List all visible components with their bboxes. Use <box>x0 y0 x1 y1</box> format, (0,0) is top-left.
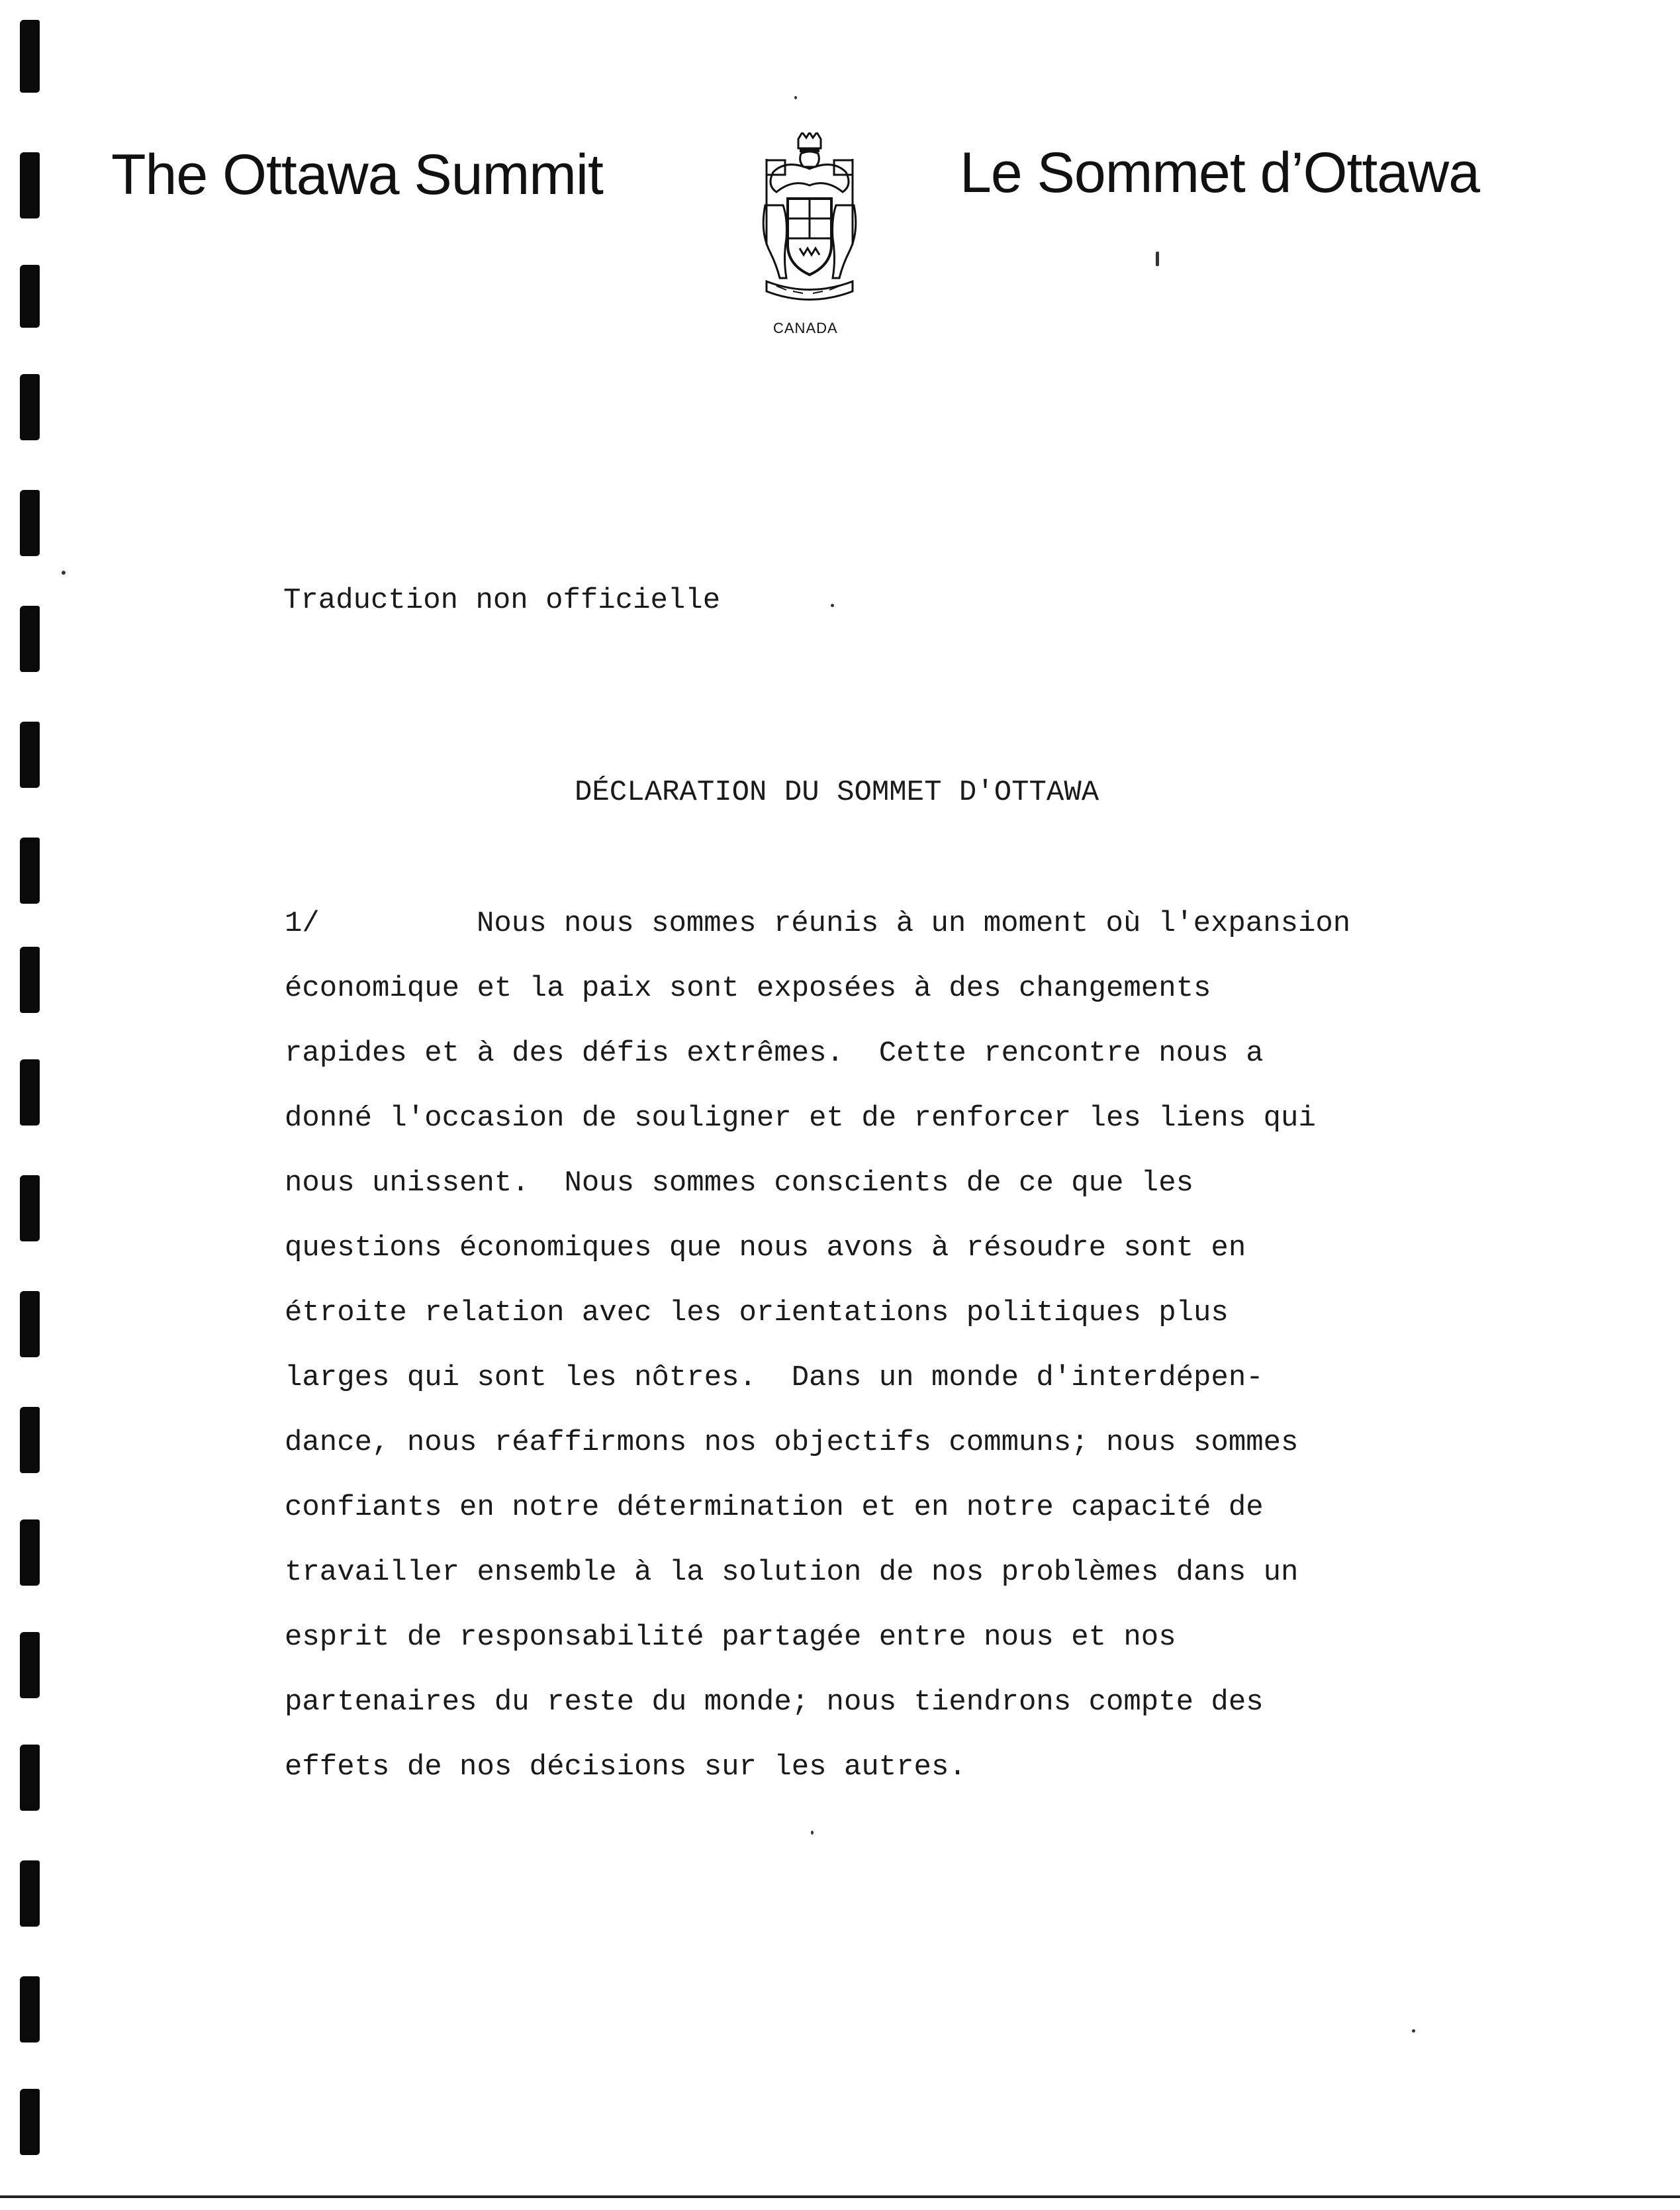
binding-mark <box>20 838 40 904</box>
country-label: CANADA <box>773 320 838 336</box>
paragraph-line: économique et la paix sont exposées à des changements <box>285 972 1211 1005</box>
paragraph-line: donné l'occasion de souligner et de renforcer les liens qui <box>285 1102 1316 1135</box>
binding-mark <box>20 490 40 556</box>
scan-speck <box>794 96 797 99</box>
paragraph-line: nous unissent. Nous sommes conscients de ce que les <box>285 1167 1194 1200</box>
paragraph-line: étroite relation avec les orientations politiques plus <box>285 1296 1229 1329</box>
paragraph-number: 1/ <box>285 907 320 940</box>
binding-mark <box>20 374 40 440</box>
paragraph-line: partenaires du reste du monde; nous tiendrons compte des <box>285 1686 1264 1719</box>
paragraph-line: effets de nos décisions sur les autres. <box>285 1751 966 1784</box>
document-heading: DÉCLARATION DU SOMMET D'OTTAWA <box>575 776 1099 809</box>
paragraph-line: esprit de responsabilité partagée entre nous et nos <box>285 1621 1176 1654</box>
scan-speck <box>811 1831 814 1835</box>
binding-mark <box>20 1291 40 1357</box>
binding-mark <box>20 1976 40 2042</box>
binding-mark <box>20 606 40 672</box>
binding-mark <box>20 2089 40 2155</box>
binding-mark <box>20 1632 40 1698</box>
binding-mark <box>20 1745 40 1811</box>
letterhead-title-fr: Le Sommet d’Ottawa <box>960 141 1480 205</box>
binding-mark <box>20 152 40 218</box>
paragraph-line: larges qui sont les nôtres. Dans un monde d'interdépen- <box>285 1361 1264 1394</box>
letterhead-title-en: The Ottawa Summit <box>111 143 603 207</box>
binding-mark <box>20 947 40 1013</box>
paragraph-line: Nous nous sommes réunis à un moment où l'expansion <box>477 907 1351 940</box>
coat-of-arms-icon <box>747 132 872 311</box>
binding-mark <box>20 1059 40 1126</box>
binding-mark <box>20 722 40 788</box>
binding-mark <box>20 1860 40 1927</box>
binding-mark <box>20 20 40 93</box>
scan-speck <box>831 604 834 607</box>
binding-mark <box>20 265 40 328</box>
scan-speck <box>1412 2029 1415 2033</box>
paragraph-line: questions économiques que nous avons à résoudre sont en <box>285 1231 1246 1265</box>
paragraph-line: travailler ensemble à la solution de nos problèmes dans un <box>285 1556 1299 1589</box>
paragraph-line: rapides et à des défis extrêmes. Cette rencontre nous a <box>285 1037 1264 1070</box>
binding-mark <box>20 1519 40 1586</box>
paragraph-line: dance, nous réaffirmons nos objectifs communs; nous sommes <box>285 1426 1299 1459</box>
scan-speck <box>62 571 66 575</box>
binding-mark <box>20 1175 40 1241</box>
document-subtitle: Traduction non officielle <box>283 584 721 617</box>
scan-speck <box>1156 252 1159 266</box>
paragraph-line: confiants en notre détermination et en notre capacité de <box>285 1491 1264 1524</box>
binding-mark <box>20 1407 40 1473</box>
page-edge-rule <box>0 2195 1680 2198</box>
